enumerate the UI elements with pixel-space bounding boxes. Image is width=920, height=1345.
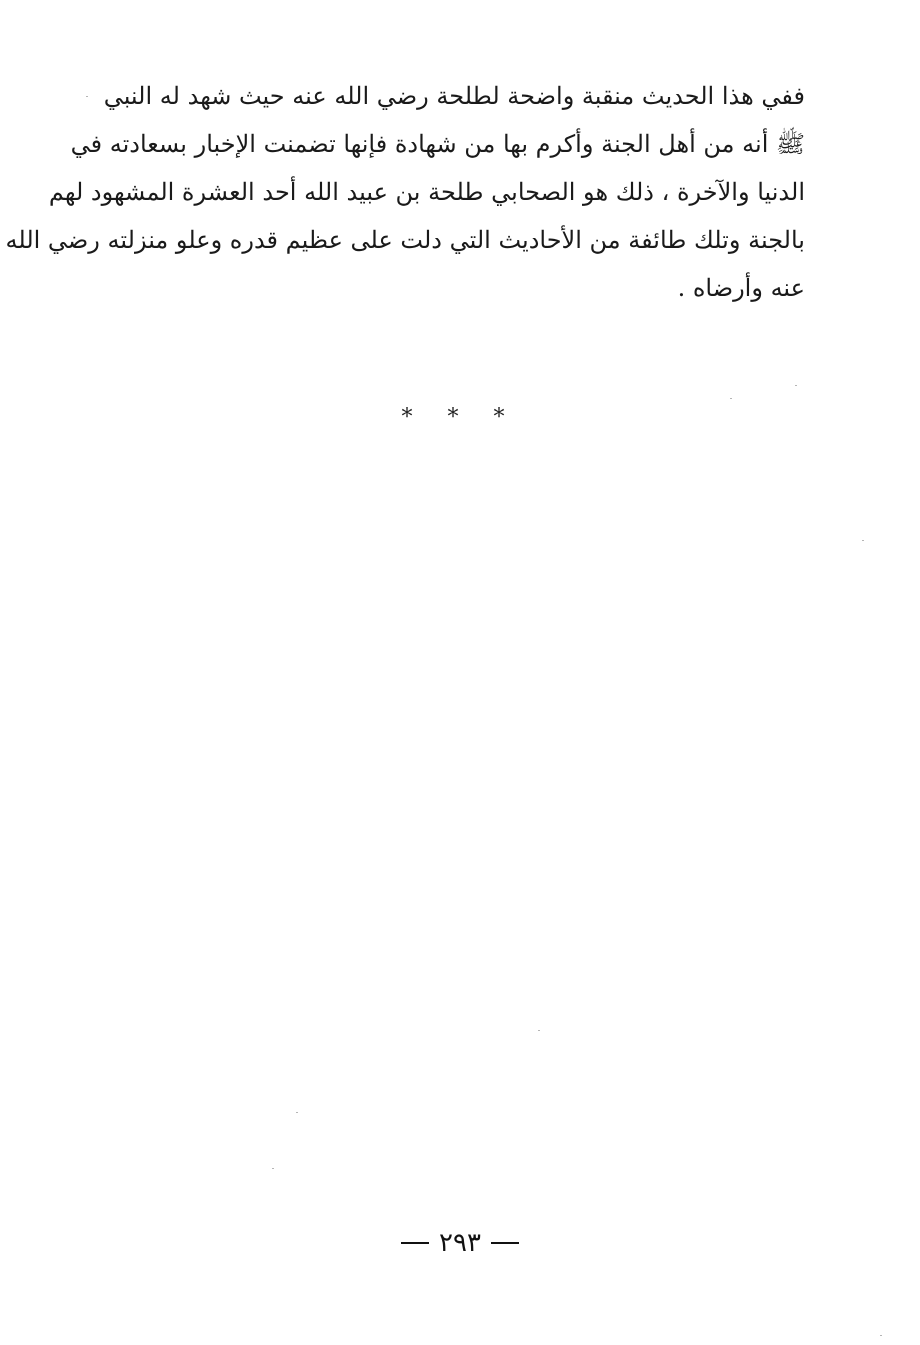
scan-speck [272, 1168, 274, 1169]
text-line-5: عنه وأرضاه . [677, 274, 805, 302]
dash-left [401, 1242, 429, 1244]
page-number-footer [0, 1228, 920, 1258]
scan-speck [880, 1335, 882, 1336]
scan-speck [862, 540, 864, 541]
scan-speck [795, 385, 797, 386]
scan-speck [296, 1112, 298, 1113]
section-separator: * * * [401, 405, 519, 430]
dash-right [491, 1242, 519, 1244]
page-number: ٢٩٣ [439, 1228, 481, 1258]
text-line-3: الدنيا والآخرة ، ذلك هو الصحابي طلحة بن عبيد الله أحد العشرة المشهود لهم [48, 178, 805, 206]
body-paragraph [5, 72, 805, 312]
scan-speck [538, 1030, 540, 1031]
text-line-2: ﷺ أنه من أهل الجنة وأكرم بها من شهادة فإنها تضمنت الإخبار بسعادته في [70, 130, 805, 158]
text-line-1: ففي هذا الحديث منقبة واضحة لطلحة رضي الله عنه حيث شهد له النبي [103, 82, 805, 110]
text-line-4: بالجنة وتلك طائفة من الأحاديث التي دلت على عظيم قدره وعلو منزلته رضي الله [5, 226, 805, 254]
scan-speck [86, 96, 88, 97]
scan-speck [730, 398, 732, 399]
